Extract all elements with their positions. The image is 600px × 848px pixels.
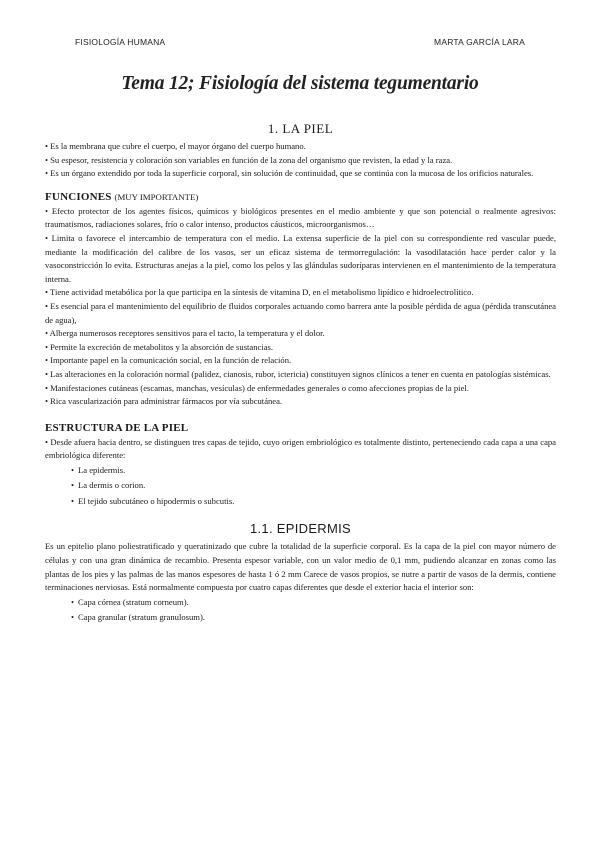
document-body	[45, 121, 556, 626]
funciones-note: (MUY IMPORTANTE)	[114, 191, 199, 202]
section-heading-epidermis: 1.1. EPIDERMIS	[249, 521, 351, 537]
list-item: • Capa granular (stratum granulosum).	[72, 610, 556, 626]
funcion-bullet-4: • Es esencial para el mantenimiento del equilibrio de fluidos corporales actuando como barrera ante la posible pérdida de agua (pérdida transcutánea de agua),	[45, 300, 556, 325]
list-item: • Capa córnea (stratum corneum).	[72, 595, 556, 611]
funciones-title: FUNCIONES	[45, 190, 112, 203]
funcion-bullet-10: • Rica vascularización para administrar fármacos por vía subcutánea.	[45, 396, 283, 407]
estructura-layer-list	[45, 463, 556, 510]
funcion-bullet-3: • Tiene actividad metabólica por la que participa en la síntesis de vitamina D, en el metabolismo lipídico e hidroelectrolítico.	[45, 287, 474, 298]
funcion-bullet-5: • Alberga numerosos receptores sensitivos para el tacto, la temperatura y el dolor.	[45, 328, 325, 339]
funcion-bullet-2: • Limita o favorece el intercambio de temperatura con el medio. La extensa superficie de la piel con su correspondiente red vascular puede, mediante la modificación del calibre de los vasos, ser un eficaz sistema de termorregulación: la vasodilatación hace perder calor y la vasoconstricción lo evita. Estructuras anejas a la piel, como los pelos y las glándulas sudoríparas intervienen en el mantenimiento de la temperatura interna.	[45, 232, 556, 284]
epidermis-layer-list	[45, 595, 556, 626]
piel-bullet-1: • Es la membrana que cubre el cuerpo, el mayor órgano del cuerpo humano.	[45, 141, 306, 151]
funcion-bullet-7: • Importante papel en la comunicación social, en la función de relación.	[45, 355, 292, 366]
funcion-bullet-6: • Permite la excreción de metabolitos y la absorción de sustancias.	[45, 341, 274, 352]
header-subject: FISIOLOGÍA HUMANA	[75, 37, 166, 47]
funcion-bullet-9: • Manifestaciones cutáneas (escamas, manchas, vesículas) de enfermedades generales o como afecciones propias de la piel.	[45, 382, 469, 393]
document-title: Tema 12; Fisiología del sistema tegumentario	[121, 73, 479, 94]
section-heading-estructura: ESTRUCTURA DE LA PIEL	[45, 421, 189, 434]
estructura-intro: • Desde afuera hacia dentro, se distinguen tres capas de tejido, cuyo origen embriológico es totalmente distinto, perteneciendo cada capa a una capa embriológica diferente:	[45, 436, 556, 461]
section-heading-la-piel: 1. LA PIEL	[267, 121, 334, 136]
list-item: • El tejido subcutáneo o hipodermis o subcutis.	[72, 494, 556, 510]
page-header	[75, 37, 525, 47]
list-item: • La dermis o corion.	[72, 478, 556, 494]
funcion-bullet-8: • Las alteraciones en la coloración normal (palidez, cianosis, rubor, ictericia) constituyen signos clínicos a tener en cuenta en patologías sistémicas.	[45, 368, 551, 379]
piel-bullet-2: • Su espesor, resistencia y coloración son variables en función de la zona del organismo que revisten, la edad y la raza.	[45, 154, 453, 165]
header-author: MARTA GARCÍA LARA	[434, 37, 525, 47]
piel-bullet-3: • Es un órgano extendido por toda la superficie corporal, sin solución de continuidad, que se continúa con la mucosa de los orificios naturales.	[45, 168, 534, 179]
epidermis-paragraph: Es un epitelio plano poliestratificado y queratinizado que cubre la totalidad de la superficie corporal. Es la capa de la piel con mayor número de células y con una gran dinámica de recambio. Presenta espesor variable, con un valor medio de 0,1 mm, pudiendo alcanzar en zonas como las plantas de los pies y las palmas de las manos espesores de hasta 1 ó 2 mm Carece de vasos propios, se nutre a partir de vasos de la dermis, contiene terminaciones nerviosas. Está normalmente compuesta por cuatro capas diferentes que desde el exterior hacia el interior son:	[45, 541, 556, 593]
funcion-bullet-1: • Efecto protector de los agentes físicos, químicos y biológicos presentes en el medio ambiente y que son potencial o realmente agresivos: traumatismos, radiaciones solares, frío o calor intenso, productos cáusticos, microorganismos…	[45, 205, 556, 230]
list-item: • La epidermis.	[72, 463, 556, 479]
section-heading-funciones	[45, 190, 556, 204]
